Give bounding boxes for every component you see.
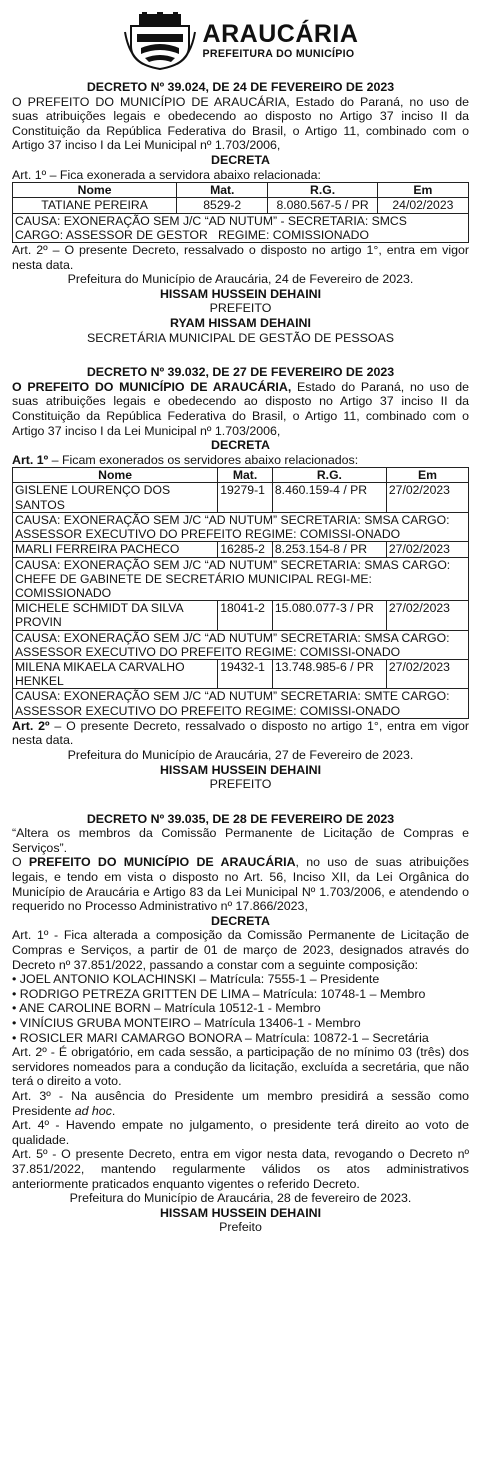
cell-mat: 8529-2 xyxy=(177,198,268,213)
table-header: Mat. xyxy=(177,183,268,198)
decree3-title: DECRETO Nº 39.035, DE 28 DE FEVEREIRO DE 2023 xyxy=(86,811,395,826)
table-header: Em xyxy=(377,183,468,198)
list-item: • ANE CAROLINE BORN – Matrícula 10512-1 - Membro xyxy=(12,1001,321,1016)
header xyxy=(12,10,469,72)
decree1-decreta: DECRETA xyxy=(211,152,270,167)
decree3-art5: Art. 5º - O presente Decreto, entra em vigor nesta data, revogando o Decreto nº 37.851/2022, mantendo regularmente válidos os atos administrativos anteriormente praticados enquanto vigentes o referido Decreto. xyxy=(12,1147,469,1191)
decree2-decreta: DECRETA xyxy=(211,438,270,453)
table-row xyxy=(13,601,469,630)
decree3-decreta: DECRETA xyxy=(211,913,270,928)
cell-mat: 19279-1 xyxy=(218,483,273,512)
decree3-signer-name: HISSAM HUSSEIN DEHAINI xyxy=(159,1205,322,1220)
decree2-art2-rest: – O presente Decreto, ressalvado o disposto no artigo 1°, entra em vigor nesta data. xyxy=(12,718,470,748)
decree1-title: DECRETO Nº 39.024, DE 24 DE FEVEREIRO DE 2023 xyxy=(86,80,395,94)
table-header: Mat. xyxy=(218,468,273,483)
cell-cause: CAUSA: EXONERAÇÃO SEM J/C “AD NUTUM” SECRETARIA: SMAS CARGO: CHEFE DE GABINETE DE SECRETÁRIO MUNICIPAL REGI-ME: COMISSIONADO xyxy=(13,557,469,601)
decree3-art2: Art. 2º - É obrigatório, em cada sessão, a participação de no mínimo 03 (três) dos servidores nomeados para a condução da licitação, excluída a secretária, que não terá o direito a voto. xyxy=(12,1045,469,1089)
cell-cause: CAUSA: EXONERAÇÃO SEM J/C “AD NUTUM” SECRETARIA: SMSA CARGO: ASSESSOR EXECUTIVO DO PREFEITO REGIME: COMISSI-ONADO xyxy=(13,512,469,541)
decree1-signer1-name: HISSAM HUSSEIN DEHAINI xyxy=(159,286,322,301)
table-header: Em xyxy=(386,468,468,483)
decree3-intro xyxy=(12,855,469,913)
decree3-place-date: Prefeitura do Município de Araucária, 28 de fevereiro de 2023. xyxy=(69,1191,412,1206)
decree3-art3 xyxy=(12,1089,469,1118)
table-row xyxy=(13,542,469,557)
table-header: R.G. xyxy=(272,468,386,483)
decree2-art1-bold: Art. 1º xyxy=(12,452,49,467)
decree1-signer2-role: SECRETÁRIA MUNICIPAL DE GESTÃO DE PESSOAS xyxy=(86,330,395,345)
cell-em: 27/02/2023 xyxy=(386,483,468,512)
cell-rg: 8.080.567-5 / PR xyxy=(268,198,377,213)
decree2-title: DECRETO Nº 39.032, DE 27 DE FEVEREIRO DE 2023 xyxy=(86,365,395,380)
list-item: • RODRIGO PETREZA GRITTEN DE LIMA – Matrícula: 10748-1 – Membro xyxy=(12,986,426,1001)
decree1-signer1-role: PREFEITO xyxy=(209,301,272,316)
list-item: • ROSICLER MARI CAMARGO BONORA – Matrícula: 10872-1 – Secretária xyxy=(12,1030,429,1045)
cell-name: MICHELE SCHMIDT DA SILVA PROVIN xyxy=(13,601,218,630)
cell-cause: CAUSA: EXONERAÇÃO SEM J/C “AD NUTUM” - SECRETARIA: SMCS xyxy=(15,213,407,228)
decree2-intro-rest: Estado do Paraná, no uso de suas atribuições legais e obedecendo ao disposto no Artigo 37 inciso II da Constituição da República Federativa do Brasil, o Artigo 11, combinado com o Artigo 37 inciso I da Lei Municipal nº 1.703/2006, xyxy=(12,379,470,438)
list-item: • VINÍCIUS GRUBA MONTEIRO – Matrícula 13406-1 - Membro xyxy=(12,1016,361,1031)
cell-name: MARLI FERREIRA PACHECO xyxy=(13,542,218,557)
cell-name: GISLENE LOURENÇO DOS SANTOS xyxy=(13,483,218,512)
cell-mat: 19432-1 xyxy=(218,659,273,688)
table-row xyxy=(13,557,469,601)
decree3-art3-pre: Art. 3º - Na ausência do Presidente um membro presidirá a sessão como Presidente xyxy=(12,1088,469,1118)
cell-name: TATIANE PEREIRA xyxy=(13,198,177,213)
table-header: Nome xyxy=(13,468,218,483)
cell-rg: 8.460.159-4 / PR xyxy=(272,483,386,512)
decree3-art4: Art. 4º - Havendo empate no julgamento, o presidente terá direito ao voto de qualidade. xyxy=(12,1118,469,1147)
decree2-art2-bold: Art. 2º xyxy=(12,718,50,733)
decree2-intro xyxy=(12,380,469,438)
decree3-intro-rest: , no uso de suas atribuições legais, e tendo em vista o disposto no Art. 56, Inciso XII, da Lei Orgânica do Município de Araucária e Artigo 83 da Lei Municipal Nº 1.703/2006, e atendendo o requerido no Processo Administrativo nº 17.866/2023, xyxy=(12,855,469,914)
table-row xyxy=(13,483,469,512)
table-row xyxy=(13,512,469,541)
cell-em: 27/02/2023 xyxy=(386,542,468,557)
cell-rg: 13.748.985-6 / PR xyxy=(272,659,386,688)
table-row xyxy=(13,630,469,659)
decree1-art2: Art. 2º – O presente Decreto, ressalvado o disposto no artigo 1°, entra em vigor nesta data. xyxy=(12,242,469,272)
decree3-intro-bold: PREFEITO DO MUNICÍPIO DE ARAUCÁRIA xyxy=(28,855,296,870)
cell-name: MILENA MIKAELA CARVALHO HENKEL xyxy=(13,659,218,688)
list-item: • JOEL ANTONIO KOLACHINSKI – Matrícula: 7555-1 – Presidente xyxy=(12,972,380,987)
cell-cause: CAUSA: EXONERAÇÃO SEM J/C “AD NUTUM” SECRETARIA: SMTE CARGO: ASSESSOR EXECUTIVO DO PREFEITO REGIME: COMISSI-ONADO xyxy=(13,689,469,718)
municipal-crest-icon xyxy=(123,12,197,70)
city-name: ARAUCÁRIA xyxy=(202,20,359,49)
decree2-signer-role: PREFEITO xyxy=(209,777,272,792)
decree2-art2 xyxy=(12,719,469,748)
city-subtitle: PREFEITURA DO MUNICÍPIO xyxy=(202,48,355,61)
decree2-table xyxy=(12,467,469,718)
table-row xyxy=(13,213,469,242)
decree3-art3-italic: ad hoc xyxy=(74,1103,112,1118)
cell-em: 24/02/2023 xyxy=(377,198,468,213)
cell-cause: CAUSA: EXONERAÇÃO SEM J/C “AD NUTUM” SECRETARIA: SMSA CARGO: ASSESSOR EXECUTIVO DO PREFEITO REGIME: COMISSI-ONADO xyxy=(13,630,469,659)
table-header: R.G. xyxy=(268,183,377,198)
table-row xyxy=(13,198,469,213)
decree2-intro-bold: O PREFEITO DO MUNICÍPIO DE ARAUCÁRIA, xyxy=(12,379,292,394)
decree2-place-date: Prefeitura do Município de Araucária, 27 de Fevereiro de 2023. xyxy=(67,747,414,762)
cell-rg: 8.253.154-8 / PR xyxy=(272,542,386,557)
decree2-art1-rest: – Ficam exonerados os servidores abaixo relacionados: xyxy=(48,452,359,467)
decree3-art3-post: . xyxy=(111,1103,116,1118)
cell-mat: 16285-2 xyxy=(218,542,273,557)
decree1-art1: Art. 1º – Fica exonerada a servidora abaixo relacionada: xyxy=(12,167,321,182)
table-header: Nome xyxy=(13,183,177,198)
cell-mat: 18041-2 xyxy=(218,601,273,630)
decree3-ementa: “Altera os membros da Comissão Permanente de Licitação de Compras e Serviços”. xyxy=(12,826,469,855)
cell-cargo: CARGO: ASSESSOR DE GESTOR REGIME: COMISSIONADO xyxy=(15,227,369,242)
table-row xyxy=(13,659,469,688)
decree1-intro: O PREFEITO DO MUNICÍPIO DE ARAUCÁRIA, Estado do Paraná, no uso de suas atribuições legais e obedecendo ao disposto no Artigo 37 inciso II da Constituição da República Federativa do Brasil, o Artigo 11, combinado com o Artigo 37 inciso I da Lei Municipal nº 1.703/2006, xyxy=(12,94,469,153)
logo-text xyxy=(203,22,359,60)
decree1-place-date: Prefeitura do Município de Araucária, 24 de Fevereiro de 2023. xyxy=(67,272,414,287)
decree3-art1: Art. 1º - Fica alterada a composição da Comissão Permanente de Licitação de Compras e Serviços, a partir de 01 de março de 2023, designados através do Decreto nº 37.851/2022, passando a constar com a seguinte composição: xyxy=(12,928,469,972)
decree2-art1 xyxy=(12,453,469,468)
decree1-table xyxy=(12,182,469,243)
cell-em: 27/02/2023 xyxy=(386,659,468,688)
decree2-signer-name: HISSAM HUSSEIN DEHAINI xyxy=(159,762,322,777)
decree3-signer-role: Prefeito xyxy=(219,1220,262,1235)
cell-rg: 15.080.077-3 / PR xyxy=(272,601,386,630)
decree1-signer2-name: RYAM HISSAM DEHAINI xyxy=(170,315,311,330)
decree3-intro-pre: O xyxy=(12,855,29,870)
table-row xyxy=(13,689,469,718)
cell-em: 27/02/2023 xyxy=(386,601,468,630)
